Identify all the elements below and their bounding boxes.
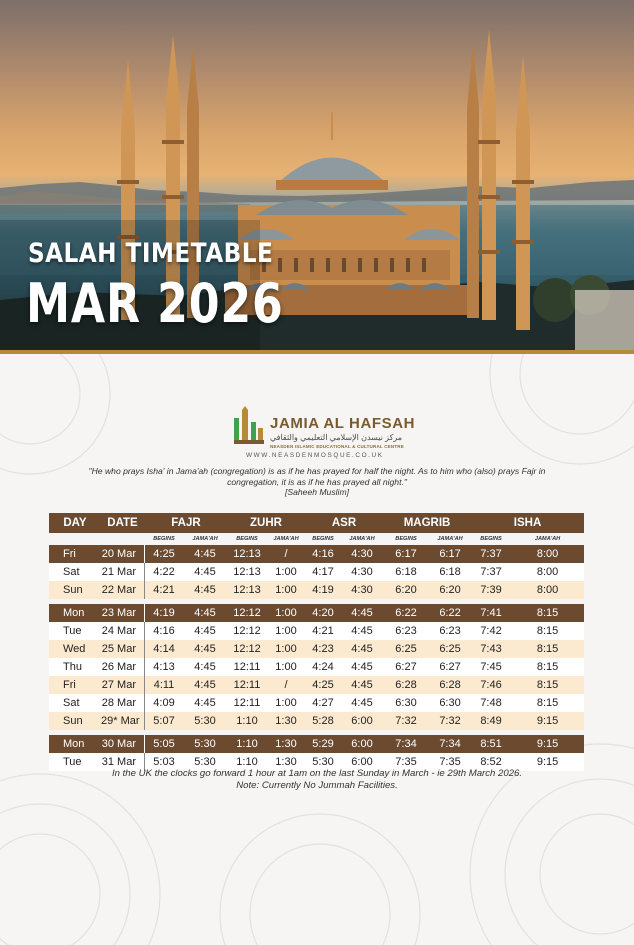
time-cell: 8:51 bbox=[471, 735, 511, 753]
subheader-jamaah: JAMA'AH bbox=[192, 536, 218, 542]
header-date: DATE bbox=[101, 513, 145, 533]
subheader-begins: BEGINS bbox=[153, 536, 175, 542]
time-cell: 4:30 bbox=[341, 581, 383, 599]
time-cell: 4:45 bbox=[341, 694, 383, 712]
date-cell: 22 Mar bbox=[101, 581, 145, 599]
day-cell: Sun bbox=[49, 712, 101, 730]
time-cell: 7:32 bbox=[383, 712, 429, 730]
mosque-logo bbox=[232, 406, 416, 462]
time-cell: 7:45 bbox=[471, 658, 511, 676]
time-cell: 7:37 bbox=[471, 563, 511, 581]
time-cell: 12:11 bbox=[227, 676, 267, 694]
time-cell: 6:28 bbox=[429, 676, 471, 694]
time-cell: 8:00 bbox=[511, 545, 584, 563]
time-cell: 1:00 bbox=[267, 622, 305, 640]
time-cell: 7:35 bbox=[429, 753, 471, 771]
time-cell: 4:21 bbox=[305, 622, 341, 640]
quote-text: "He who prays Isha' in Jama'ah (congregation) is as if he has prayed for half the night. As to him who (also) prays Fajr in congregation, it is as if he has prayed all night." bbox=[88, 466, 546, 487]
time-cell: 7:34 bbox=[383, 735, 429, 753]
logo-emblem-icon bbox=[232, 406, 266, 450]
subheader-begins: BEGINS bbox=[236, 536, 258, 542]
table-subheader-row bbox=[49, 533, 584, 545]
time-cell: 4:45 bbox=[341, 658, 383, 676]
subheader-jamaah: JAMA'AH bbox=[349, 536, 375, 542]
table-row bbox=[49, 658, 584, 676]
date-cell: 30 Mar bbox=[101, 735, 145, 753]
date-cell: 31 Mar bbox=[101, 753, 145, 771]
clock-change-note: In the UK the clocks go forward 1 hour at 1am on the last Sunday in March - ie 29th March 2026. bbox=[111, 768, 523, 779]
time-cell: 6:17 bbox=[429, 545, 471, 563]
hero-title-line1: SALAH TIMETABLE bbox=[28, 238, 274, 269]
time-cell: 8:52 bbox=[471, 753, 511, 771]
time-cell: 6:00 bbox=[341, 735, 383, 753]
time-cell: 1:00 bbox=[267, 581, 305, 599]
time-cell: 12:13 bbox=[227, 581, 267, 599]
logo-arabic: مركز نيسدن الإسلامي التعليمي والثقافي bbox=[270, 433, 403, 442]
time-cell: 12:13 bbox=[227, 545, 267, 563]
time-cell: 8:00 bbox=[511, 581, 584, 599]
time-cell: 6:18 bbox=[383, 563, 429, 581]
time-cell: 6:30 bbox=[429, 694, 471, 712]
time-cell: 9:15 bbox=[511, 712, 584, 730]
time-cell: 7:39 bbox=[471, 581, 511, 599]
time-cell: 4:45 bbox=[183, 563, 227, 581]
time-cell: 1:10 bbox=[227, 712, 267, 730]
time-cell: 4:45 bbox=[183, 545, 227, 563]
day-cell: Fri bbox=[49, 676, 101, 694]
subheader-begins: BEGINS bbox=[312, 536, 334, 542]
time-cell: 9:15 bbox=[511, 753, 584, 771]
time-cell: 8:15 bbox=[511, 658, 584, 676]
time-cell: 1:10 bbox=[227, 735, 267, 753]
day-cell: Mon bbox=[49, 735, 101, 753]
time-cell: 7:42 bbox=[471, 622, 511, 640]
date-cell: 24 Mar bbox=[101, 622, 145, 640]
table-row bbox=[49, 676, 584, 694]
table-header-row bbox=[49, 513, 584, 533]
logo-subtitle: NEASDEN ISLAMIC EDUCATIONAL & CULTURAL CENTRE bbox=[270, 444, 404, 449]
time-cell: 4:25 bbox=[305, 676, 341, 694]
time-cell: 4:23 bbox=[305, 640, 341, 658]
subheader-begins: BEGINS bbox=[480, 536, 502, 542]
day-cell: Mon bbox=[49, 604, 101, 622]
day-cell: Sat bbox=[49, 563, 101, 581]
date-cell: 20 Mar bbox=[101, 545, 145, 563]
date-cell: 27 Mar bbox=[101, 676, 145, 694]
date-cell: 28 Mar bbox=[101, 694, 145, 712]
day-cell: Tue bbox=[49, 622, 101, 640]
time-cell: 4:16 bbox=[145, 622, 183, 640]
time-cell: 5:30 bbox=[183, 753, 227, 771]
time-cell: 4:45 bbox=[183, 581, 227, 599]
day-cell: Fri bbox=[49, 545, 101, 563]
time-cell: 1:00 bbox=[267, 658, 305, 676]
time-cell: 5:28 bbox=[305, 712, 341, 730]
time-cell: 4:14 bbox=[145, 640, 183, 658]
time-cell: 4:45 bbox=[183, 622, 227, 640]
time-cell: 1:10 bbox=[227, 753, 267, 771]
table-row bbox=[49, 735, 584, 753]
date-cell: 25 Mar bbox=[101, 640, 145, 658]
day-cell: Sun bbox=[49, 581, 101, 599]
date-cell: 21 Mar bbox=[101, 563, 145, 581]
time-cell: 6:22 bbox=[383, 604, 429, 622]
time-cell: 4:30 bbox=[341, 545, 383, 563]
header-zuhr: ZUHR bbox=[227, 513, 305, 533]
time-cell: 12:12 bbox=[227, 604, 267, 622]
time-cell: 4:45 bbox=[341, 604, 383, 622]
jummah-note: Note: Currently No Jummah Facilities. bbox=[236, 780, 398, 791]
time-cell: 4:27 bbox=[305, 694, 341, 712]
time-cell: 4:16 bbox=[305, 545, 341, 563]
time-cell: 4:45 bbox=[183, 694, 227, 712]
time-cell: 4:21 bbox=[145, 581, 183, 599]
subheader-blank bbox=[101, 533, 145, 545]
time-cell: 4:45 bbox=[183, 676, 227, 694]
time-cell: 8:15 bbox=[511, 640, 584, 658]
timetable-body bbox=[49, 545, 584, 771]
time-cell: 4:45 bbox=[341, 676, 383, 694]
table-row bbox=[49, 563, 584, 581]
time-cell: 7:35 bbox=[383, 753, 429, 771]
hero-banner bbox=[0, 0, 634, 350]
subheader-jamaah: JAMA'AH bbox=[437, 536, 463, 542]
time-cell: 4:45 bbox=[183, 604, 227, 622]
hero-title-line2: MAR 2026 bbox=[26, 272, 284, 335]
day-cell: Tue bbox=[49, 753, 101, 771]
time-cell: 5:30 bbox=[183, 735, 227, 753]
time-cell: 7:46 bbox=[471, 676, 511, 694]
time-cell: 4:20 bbox=[305, 604, 341, 622]
time-cell: 12:13 bbox=[227, 563, 267, 581]
time-cell: 12:11 bbox=[227, 658, 267, 676]
time-cell: 4:24 bbox=[305, 658, 341, 676]
time-cell: 5:30 bbox=[305, 753, 341, 771]
time-cell: 4:45 bbox=[183, 640, 227, 658]
time-cell: 1:30 bbox=[267, 735, 305, 753]
time-cell: 1:00 bbox=[267, 604, 305, 622]
time-cell: 1:30 bbox=[267, 753, 305, 771]
table-row bbox=[49, 640, 584, 658]
time-cell: 7:37 bbox=[471, 545, 511, 563]
time-cell: 5:03 bbox=[145, 753, 183, 771]
day-cell: Sat bbox=[49, 694, 101, 712]
time-cell: 6:20 bbox=[429, 581, 471, 599]
hadith-quote bbox=[70, 466, 564, 498]
time-cell: 1:00 bbox=[267, 563, 305, 581]
time-cell: / bbox=[267, 545, 305, 563]
time-cell: 8:15 bbox=[511, 622, 584, 640]
table-row bbox=[49, 545, 584, 563]
time-cell: 1:00 bbox=[267, 640, 305, 658]
header-isha: ISHA bbox=[471, 513, 584, 533]
time-cell: 6:25 bbox=[429, 640, 471, 658]
time-cell: 6:23 bbox=[383, 622, 429, 640]
time-cell: 6:00 bbox=[341, 712, 383, 730]
time-cell: 4:45 bbox=[183, 658, 227, 676]
time-cell: 8:00 bbox=[511, 563, 584, 581]
header-fajr: FAJR bbox=[145, 513, 227, 533]
time-cell: 4:45 bbox=[341, 640, 383, 658]
website-link[interactable]: WWW.NEASDENMOSQUE.CO.UK bbox=[246, 452, 384, 459]
time-cell: 7:48 bbox=[471, 694, 511, 712]
time-cell: 4:45 bbox=[341, 622, 383, 640]
time-cell: 6:20 bbox=[383, 581, 429, 599]
time-cell: 6:28 bbox=[383, 676, 429, 694]
time-cell: 6:18 bbox=[429, 563, 471, 581]
time-cell: 6:27 bbox=[429, 658, 471, 676]
subheader-begins: BEGINS bbox=[395, 536, 417, 542]
time-cell: 4:09 bbox=[145, 694, 183, 712]
prayer-timetable bbox=[49, 513, 584, 771]
time-cell: 1:00 bbox=[267, 694, 305, 712]
time-cell: 6:17 bbox=[383, 545, 429, 563]
table-row bbox=[49, 694, 584, 712]
table-row bbox=[49, 581, 584, 599]
time-cell: 8:15 bbox=[511, 676, 584, 694]
time-cell: 12:12 bbox=[227, 640, 267, 658]
time-cell: 4:11 bbox=[145, 676, 183, 694]
table-row bbox=[49, 604, 584, 622]
time-cell: 6:27 bbox=[383, 658, 429, 676]
date-cell: 23 Mar bbox=[101, 604, 145, 622]
subheader-jamaah: JAMA'AH bbox=[273, 536, 299, 542]
time-cell: 7:41 bbox=[471, 604, 511, 622]
time-cell: 4:19 bbox=[305, 581, 341, 599]
table-row bbox=[49, 622, 584, 640]
time-cell: 6:23 bbox=[429, 622, 471, 640]
footer-note bbox=[30, 768, 604, 792]
time-cell: / bbox=[267, 676, 305, 694]
table-row bbox=[49, 712, 584, 730]
time-cell: 4:13 bbox=[145, 658, 183, 676]
quote-source: [Saheeh Muslim] bbox=[284, 487, 349, 497]
time-cell: 4:30 bbox=[341, 563, 383, 581]
time-cell: 7:32 bbox=[429, 712, 471, 730]
day-cell: Thu bbox=[49, 658, 101, 676]
time-cell: 4:19 bbox=[145, 604, 183, 622]
time-cell: 5:07 bbox=[145, 712, 183, 730]
time-cell: 7:43 bbox=[471, 640, 511, 658]
time-cell: 5:29 bbox=[305, 735, 341, 753]
subheader-jamaah: JAMA'AH bbox=[534, 536, 561, 542]
time-cell: 4:17 bbox=[305, 563, 341, 581]
time-cell: 12:12 bbox=[227, 622, 267, 640]
time-cell: 12:11 bbox=[227, 694, 267, 712]
time-cell: 8:49 bbox=[471, 712, 511, 730]
time-cell: 7:34 bbox=[429, 735, 471, 753]
time-cell: 8:15 bbox=[511, 604, 584, 622]
logo-name: JAMIA AL HAFSAH bbox=[270, 415, 416, 432]
date-cell: 29* Mar bbox=[101, 712, 145, 730]
header-asr: ASR bbox=[305, 513, 383, 533]
header-magrib: MAGRIB bbox=[383, 513, 471, 533]
day-cell: Wed bbox=[49, 640, 101, 658]
subheader-blank bbox=[49, 533, 101, 545]
date-cell: 26 Mar bbox=[101, 658, 145, 676]
time-cell: 6:30 bbox=[383, 694, 429, 712]
time-cell: 5:05 bbox=[145, 735, 183, 753]
time-cell: 4:25 bbox=[145, 545, 183, 563]
time-cell: 8:15 bbox=[511, 694, 584, 712]
time-cell: 6:25 bbox=[383, 640, 429, 658]
time-cell: 9:15 bbox=[511, 735, 584, 753]
time-cell: 5:30 bbox=[183, 712, 227, 730]
time-cell: 6:00 bbox=[341, 753, 383, 771]
header-day: DAY bbox=[49, 513, 101, 533]
time-cell: 4:22 bbox=[145, 563, 183, 581]
time-cell: 6:22 bbox=[429, 604, 471, 622]
time-cell: 1:30 bbox=[267, 712, 305, 730]
